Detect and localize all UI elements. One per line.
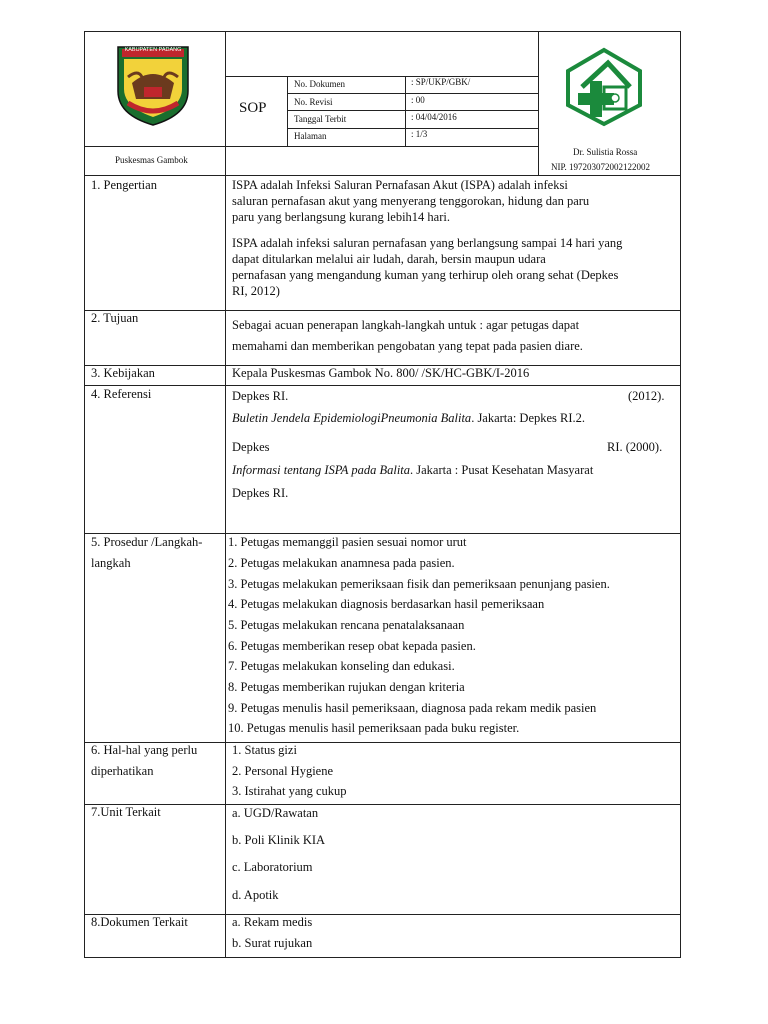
dokumen-item: b. Surat rujukan xyxy=(232,936,313,950)
unit-item: a. UGD/Rawatan xyxy=(232,806,319,820)
kabupaten-logo xyxy=(114,43,192,127)
meta-label-no-dokumen: No. Dokumen xyxy=(294,79,345,89)
ref1-title: Buletin Jendela EpidemiologiPneumonia Balita xyxy=(232,411,472,425)
prosedur-step: 1. Petugas memanggil pasien sesuai nomor urut xyxy=(228,535,467,549)
hal-item: 1. Status gizi xyxy=(232,743,297,757)
label-prosedur-line1: 5. Prosedur /Langkah- xyxy=(91,535,203,549)
logo-banner-text: KABUPATEN PADANG xyxy=(124,47,182,53)
header-divider-sop xyxy=(287,76,288,147)
sop-label: SOP xyxy=(239,100,267,116)
meta-label-halaman: Halaman xyxy=(294,131,327,141)
label-referensi: 4. Referensi xyxy=(91,387,152,401)
label-tujuan: 2. Tujuan xyxy=(91,311,139,325)
hal-item: 3. Istirahat yang cukup xyxy=(232,784,347,798)
puskesmas-logo xyxy=(564,47,644,127)
pengertian-p2-line4: RI, 2012) xyxy=(232,284,280,298)
ref2-title: Informasi tentang ISPA pada Balita xyxy=(232,463,411,477)
body-column-divider xyxy=(225,175,226,958)
ref1-author: Depkes RI. xyxy=(232,389,289,403)
prosedur-step: 3. Petugas melakukan pemeriksaan fisik dan pemeriksaan penunjang pasien. xyxy=(228,577,610,591)
row-line-6 xyxy=(84,804,681,805)
prosedur-step: 6. Petugas memberikan resep obat kepada pasien. xyxy=(228,639,476,653)
header-divider-meta xyxy=(405,76,406,147)
dokumen-item: a. Rekam medis xyxy=(232,915,313,929)
header-bottom xyxy=(84,175,681,176)
hal-item: 2. Personal Hygiene xyxy=(232,764,334,778)
kebijakan-text: Kepala Puskesmas Gambok No. 800/ /SK/HC-GBK/I-2016 xyxy=(232,366,530,380)
tujuan-line1: Sebagai acuan penerapan langkah-langkah untuk : agar petugas dapat xyxy=(232,318,580,332)
ref1-year: (2012). xyxy=(628,389,665,403)
pengertian-p2-line1: ISPA adalah infeksi saluran pernafasan yang berlangsung sampai 14 hari yang xyxy=(232,236,623,250)
pengertian-p1-line3: paru yang berlangsung kurang lebih14 hari. xyxy=(232,210,450,224)
header-divider-1 xyxy=(225,31,226,175)
tujuan-line2: memahami dan memberikan pengobatan yang tepat pada pasien diare. xyxy=(232,339,583,353)
border-top xyxy=(84,31,681,32)
unit-item: d. Apotik xyxy=(232,888,279,902)
label-prosedur-line2: langkah xyxy=(91,556,131,570)
ref1-citation xyxy=(232,411,585,426)
pengertian-p2-line3: pernafasan yang mengandung kuman yang terhirup oleh orang sehat (Depkes xyxy=(232,268,619,282)
label-hal-line1: 6. Hal-hal yang perlu xyxy=(91,743,198,757)
label-unit-terkait: 7.Unit Terkait xyxy=(91,805,161,819)
meta-top xyxy=(225,76,538,77)
ref2-year: RI. (2000). xyxy=(607,440,663,454)
border-bottom xyxy=(84,957,681,958)
meta-label-no-revisi: No. Revisi xyxy=(294,97,333,107)
unit-item: b. Poli Klinik KIA xyxy=(232,833,326,847)
prosedur-step: 5. Petugas melakukan rencana penatalaksanaan xyxy=(228,618,465,632)
prosedur-step: 9. Petugas menulis hasil pemeriksaan, diagnosa pada rekam medik pasien xyxy=(228,701,597,715)
meta-row-1 xyxy=(287,93,538,94)
ref2-author: Depkes xyxy=(232,440,270,454)
header-divider-2 xyxy=(538,31,539,175)
pengertian-p1-line1: ISPA adalah Infeksi Saluran Pernafasan Akut (ISPA) adalah infeksi xyxy=(232,178,568,192)
label-kebijakan: 3. Kebijakan xyxy=(91,366,155,380)
meta-value-no-revisi: : 00 xyxy=(411,95,425,105)
ref2-rest: . Jakarta : Pusat Kesehatan Masyarat xyxy=(410,463,594,477)
prosedur-step: 7. Petugas melakukan konseling dan edukasi. xyxy=(228,659,455,673)
prosedur-step: 10. Petugas menulis hasil pemeriksaan pada buku register. xyxy=(228,721,520,735)
border-left xyxy=(84,31,85,958)
meta-value-halaman: : 1/3 xyxy=(411,129,428,139)
puskesmas-name: Puskesmas Gambok xyxy=(115,155,188,165)
prosedur-step: 4. Petugas melakukan diagnosis berdasarkan hasil pemeriksaan xyxy=(228,597,545,611)
meta-label-tanggal-terbit: Tanggal Terbit xyxy=(294,114,347,124)
prosedur-step: 2. Petugas melakukan anamnesa pada pasien. xyxy=(228,556,455,570)
row-line-1 xyxy=(84,310,681,311)
row-line-3 xyxy=(84,385,681,386)
label-dokumen-terkait: 8.Dokumen Terkait xyxy=(91,915,188,929)
signer-nip: NIP. 197203072002122002 xyxy=(551,162,651,172)
meta-bottom xyxy=(84,146,538,147)
ref1-rest: . Jakarta: Depkes RI.2. xyxy=(471,411,586,425)
ref2-citation xyxy=(232,463,593,478)
ref2-tail: Depkes RI. xyxy=(232,486,289,500)
meta-row-2 xyxy=(287,110,538,111)
label-hal-line2: diperhatikan xyxy=(91,764,154,778)
pengertian-p1-line2: saluran pernafasan akut yang menyerang tenggorokan, hidung dan paru xyxy=(232,194,590,208)
meta-value-tanggal-terbit: : 04/04/2016 xyxy=(411,112,457,122)
label-pengertian: 1. Pengertian xyxy=(91,178,157,192)
border-right xyxy=(680,31,681,958)
signer-name: Dr. Sulistia Rossa xyxy=(573,147,638,157)
unit-item: c. Laboratorium xyxy=(232,860,313,874)
row-line-4 xyxy=(84,533,681,534)
prosedur-step: 8. Petugas memberikan rujukan dengan kriteria xyxy=(228,680,465,694)
pengertian-p2-line2: dapat ditularkan melalui air ludah, darah, bersin maupun udara xyxy=(232,252,546,266)
meta-value-no-dokumen: : SP/UKP/GBK/ xyxy=(411,77,471,87)
